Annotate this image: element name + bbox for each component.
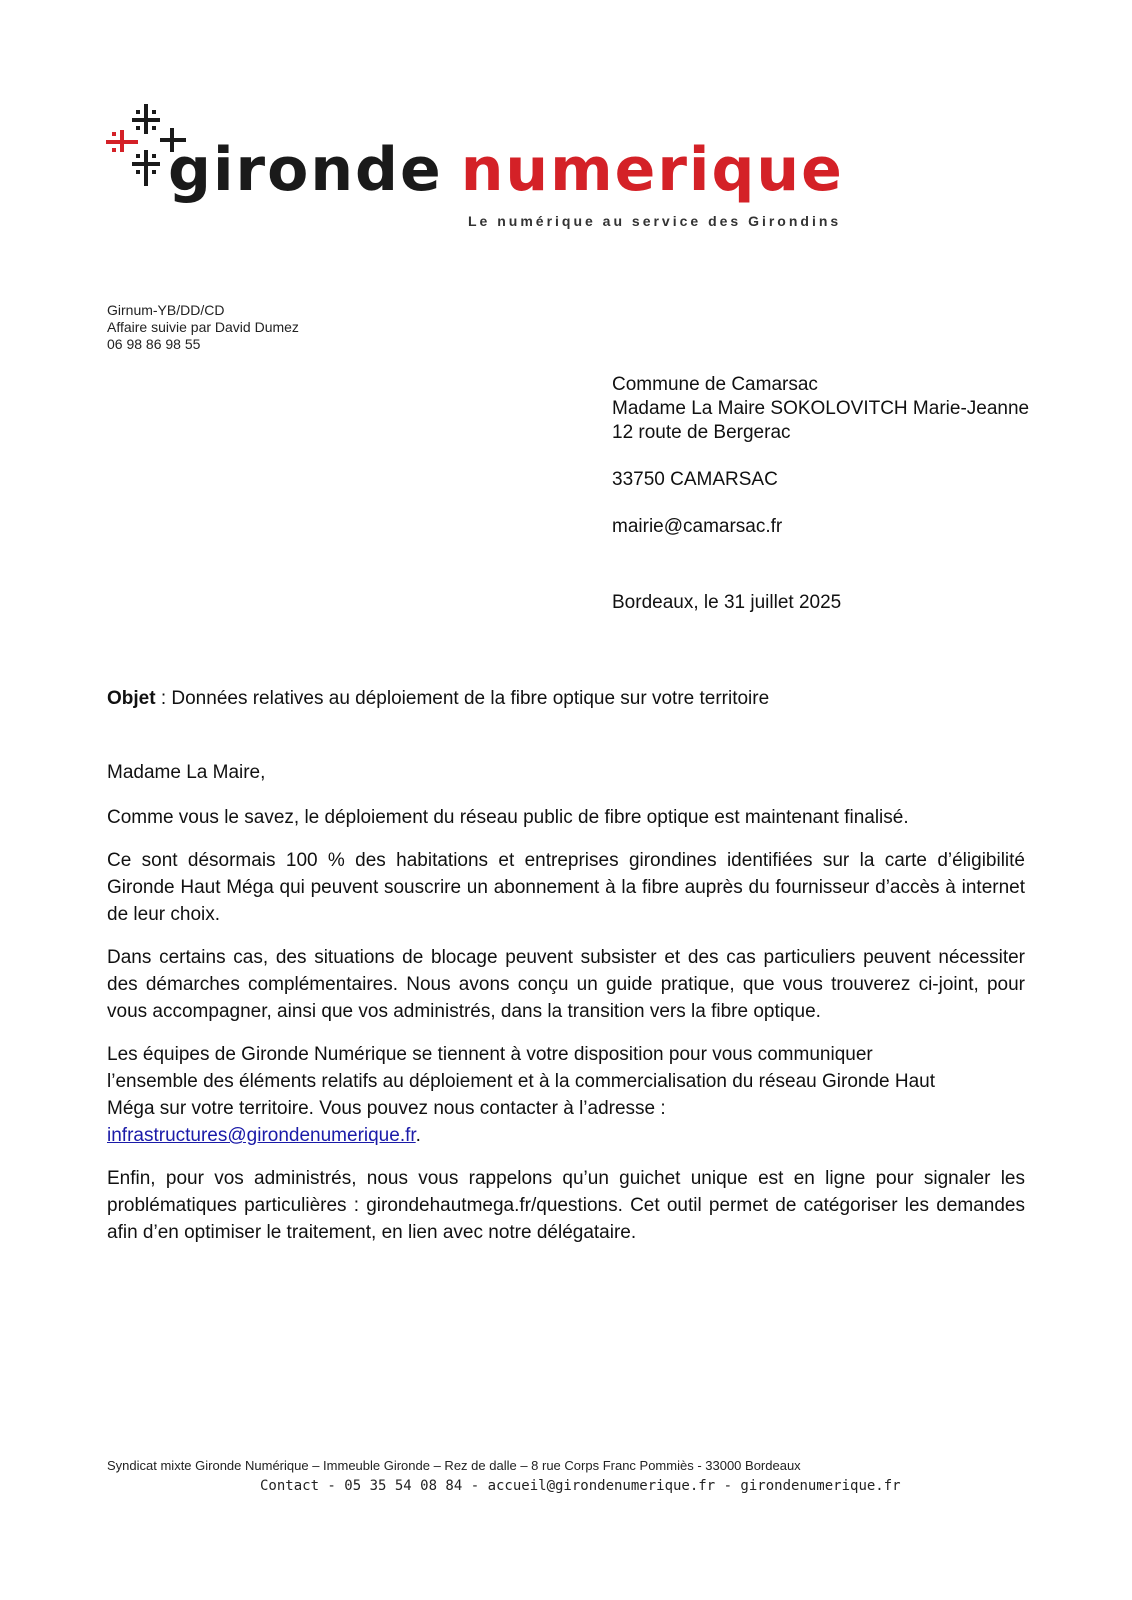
body-paragraph-1: Comme vous le savez, le déploiement du réseau public de fibre optique est maintenant finalisé. [107, 807, 909, 828]
brand-tagline: Le numérique au service des Girondins [468, 213, 842, 229]
recipient-email: mairie@camarsac.fr [612, 516, 783, 537]
reference-followed-by: Affaire suivie par David Dumez [107, 319, 299, 335]
footer-contact: Contact - 05 35 54 08 84 - accueil@girondenumerique.fr - girondenumerique.fr [260, 1478, 901, 1494]
reference-code: Girnum-YB/DD/CD [107, 302, 225, 318]
brand-logo [104, 100, 864, 240]
body-paragraph-4-line1: Les équipes de Gironde Numérique se tiennent à votre disposition pour vous communiquer [107, 1044, 873, 1065]
recipient-address [612, 373, 1029, 539]
recipient-line2: Madame La Maire SOKOLOVITCH Marie-Jeanne [612, 398, 1030, 419]
letter-date: Bordeaux, le 31 juillet 2025 [612, 592, 842, 613]
reference-phone: 06 98 86 98 55 [107, 336, 201, 352]
body-paragraph-5: Enfin, pour vos administrés, nous vous rappelons qu’un guichet unique est en ligne pour signaler les problématiques particulières : girondehautmega.fr/questions. Cet outil permet de catégoriser les demandes afin d’en optimiser le traitement, en lien avec notre délégataire. [107, 1168, 1025, 1243]
body-paragraph-4 [107, 1041, 1025, 1149]
body-paragraph-4-line3: Méga sur votre territoire. Vous pouvez nous contacter à l’adresse : [107, 1098, 666, 1119]
letter-body [107, 759, 1025, 1262]
body-paragraph-4-end: . [415, 1125, 421, 1146]
reference-block [107, 302, 299, 353]
subject-text: : Données relatives au déploiement de la fibre optique sur votre territoire [155, 688, 770, 709]
body-paragraph-2: Ce sont désormais 100 % des habitations et entreprises girondines identifiées sur la carte d’éligibilité Gironde Haut Méga qui peuvent souscrire un abonnement à la fibre auprès du fournisseur d’accès à internet de leur choix. [107, 850, 1025, 925]
recipient-line3: 12 route de Bergerac [612, 422, 791, 443]
recipient-city: 33750 CAMARSAC [612, 469, 778, 490]
brand-name-red: numerique [460, 135, 844, 205]
contact-email-link[interactable]: infrastructures@girondenumerique.fr [107, 1125, 416, 1146]
letter-subject [107, 688, 769, 710]
body-paragraph-4-line2: l’ensemble des éléments relatifs au déploiement et à la commercialisation du réseau Gironde Haut [107, 1071, 935, 1092]
salutation: Madame La Maire, [107, 762, 266, 783]
brand-name-black: gironde [168, 135, 443, 205]
recipient-line1: Commune de Camarsac [612, 374, 818, 395]
subject-label: Objet [107, 688, 156, 709]
footer-address: Syndicat mixte Gironde Numérique – Immeuble Gironde – Rez de dalle – 8 rue Corps Franc Pommiès - 33000 Bordeaux [107, 1458, 801, 1473]
brand-wordmark [168, 135, 844, 205]
body-paragraph-3: Dans certains cas, des situations de blocage peuvent subsister et des cas particuliers peuvent nécessiter des démarches complémentaires. Nous avons conçu un guide pratique, que vous trouverez ci-joint, pour vous accompagner, ainsi que vos administrés, dans la transition vers la fibre optique. [107, 947, 1025, 1022]
